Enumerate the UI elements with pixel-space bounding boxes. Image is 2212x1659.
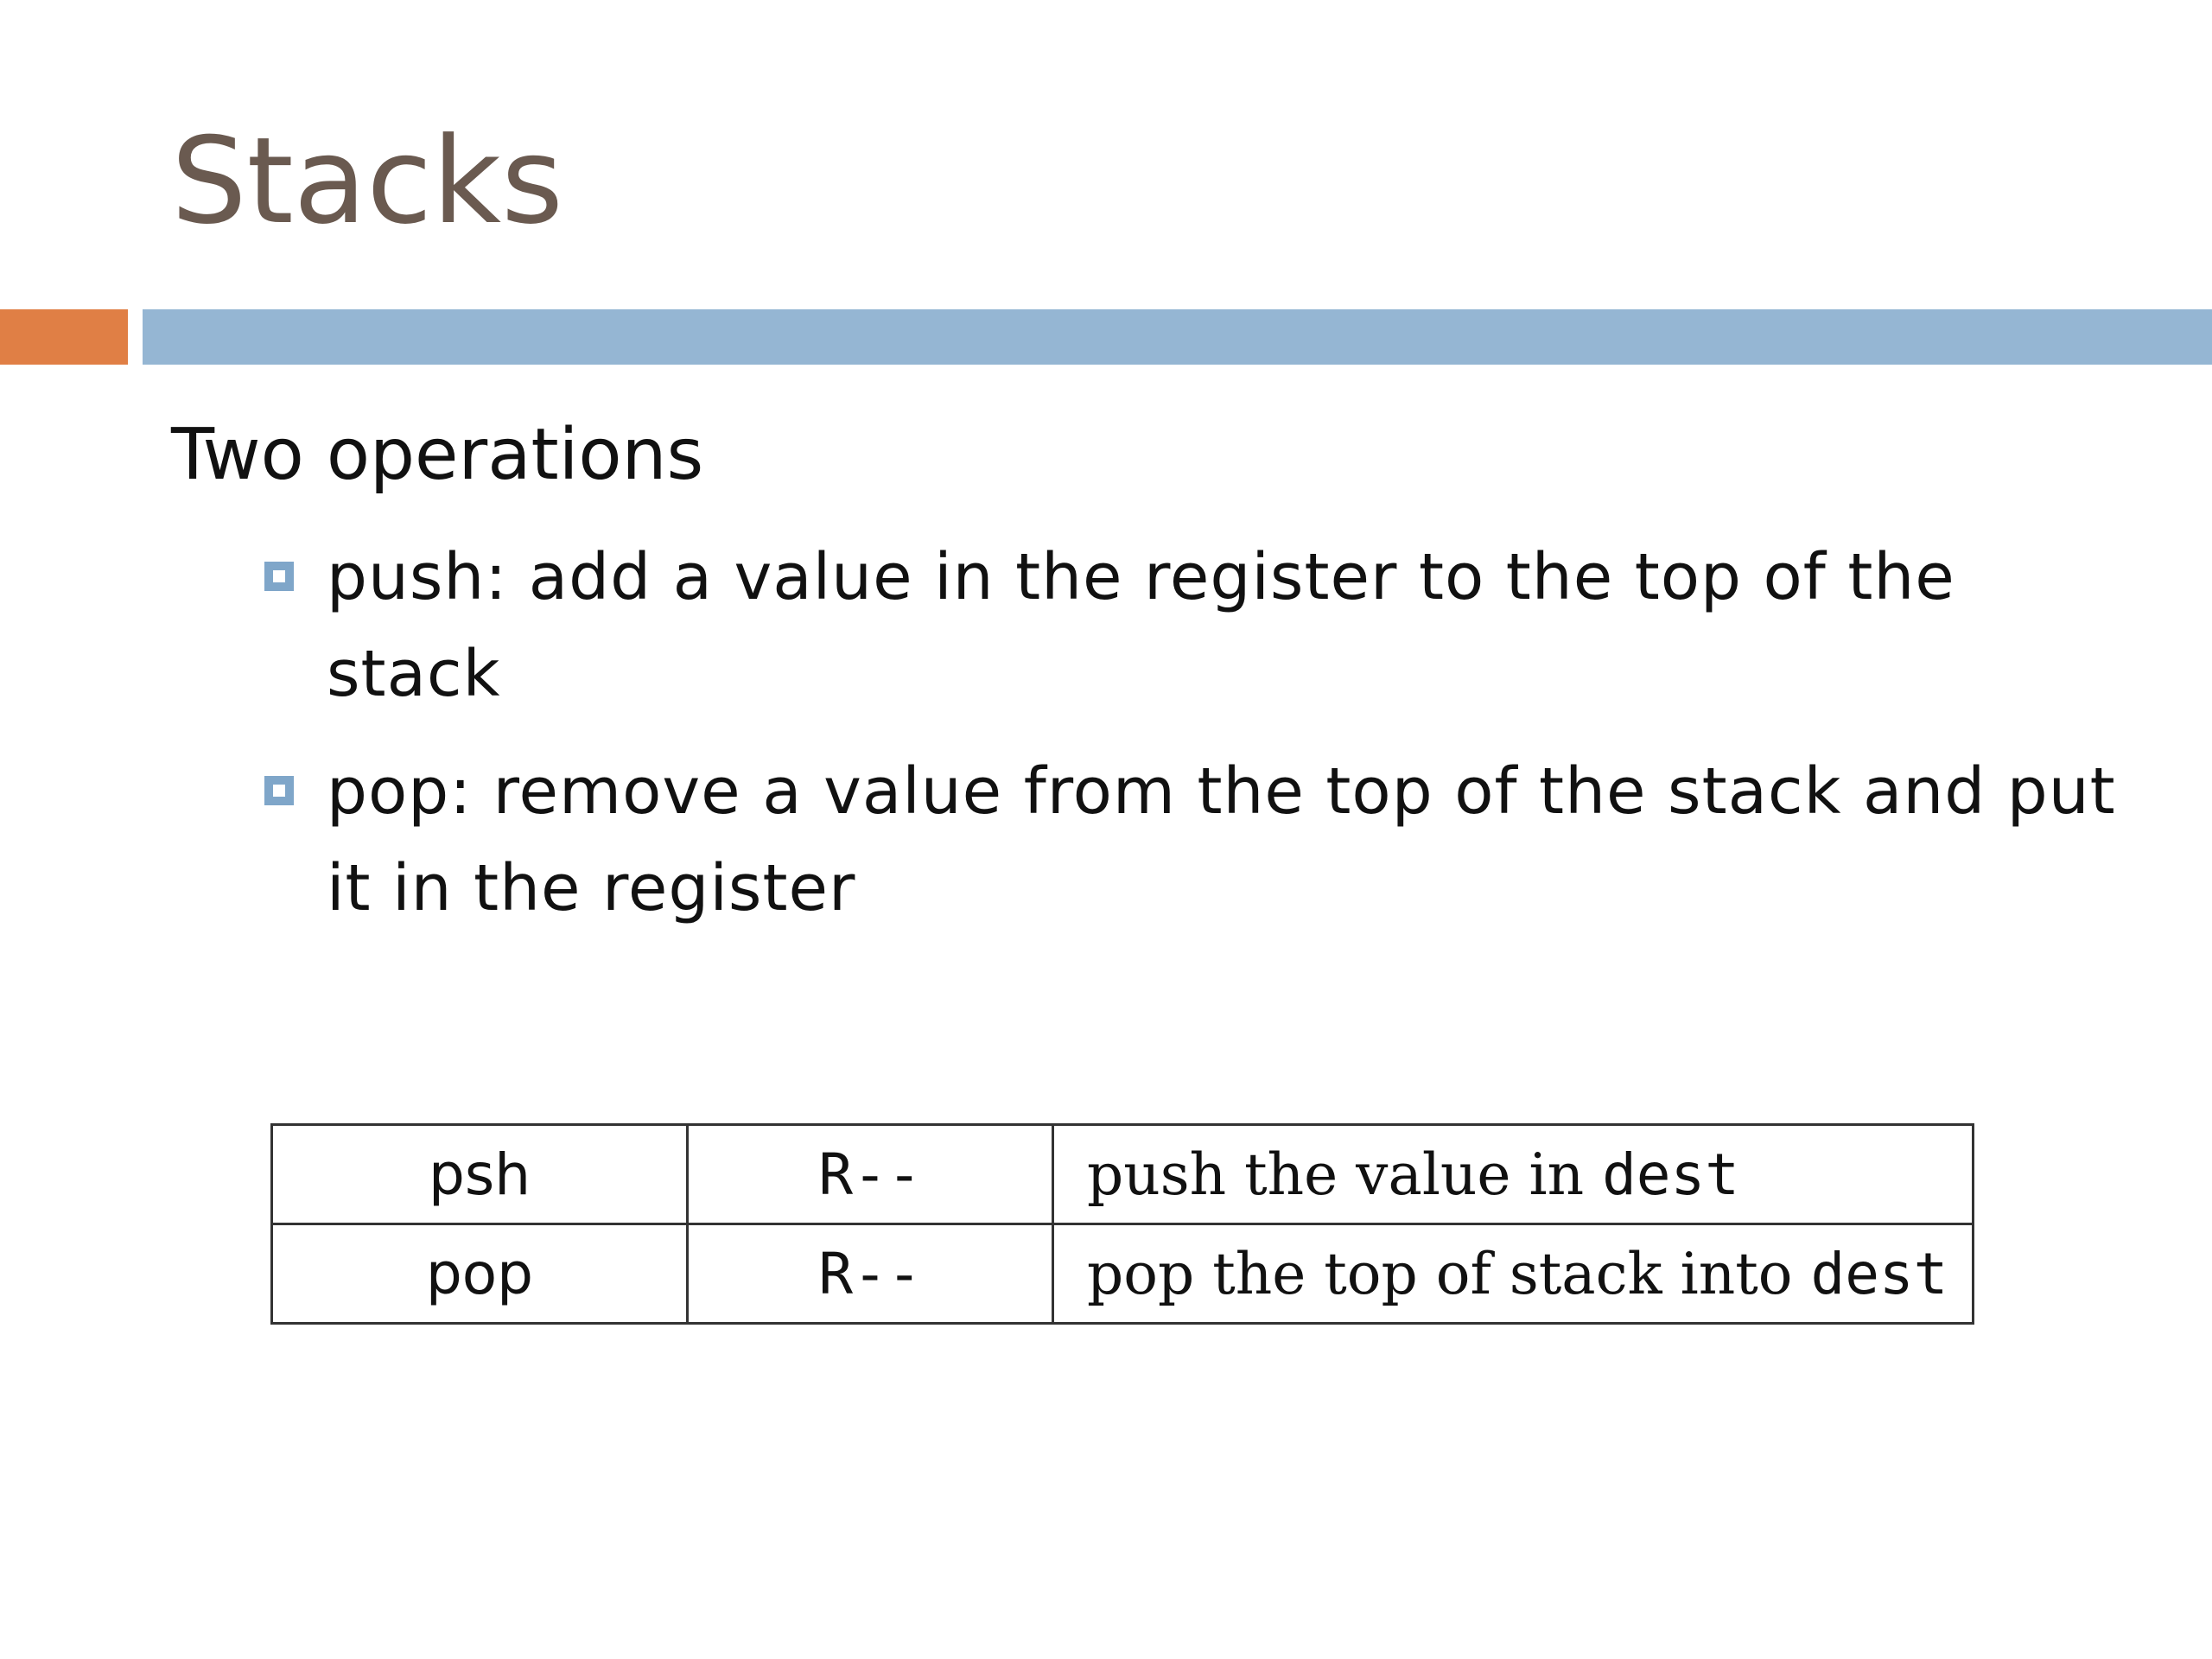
description-code: dest bbox=[1602, 1141, 1740, 1208]
table-row bbox=[272, 1125, 1974, 1224]
description-code: dest bbox=[1810, 1240, 1948, 1307]
table-row bbox=[272, 1224, 1974, 1324]
description-cell bbox=[1053, 1125, 1974, 1224]
section-heading: Two operations bbox=[171, 414, 704, 496]
mnemonic-cell: psh bbox=[272, 1125, 688, 1224]
bullet-text: pop: remove a value from the top of the stack and put it in the register bbox=[327, 754, 2116, 925]
hollow-square-bullet-icon bbox=[264, 776, 294, 805]
stack-operations-table bbox=[270, 1123, 1974, 1325]
accent-bar-blue bbox=[143, 309, 2212, 365]
operands-cell: R-- bbox=[688, 1224, 1053, 1324]
hollow-square-bullet-icon bbox=[264, 562, 294, 591]
bullet-item-push bbox=[264, 529, 2131, 722]
description-text: push the value in bbox=[1087, 1141, 1603, 1208]
bullet-text: push: add a value in the register to the top of the stack bbox=[327, 540, 1955, 711]
accent-bar-orange bbox=[0, 309, 128, 365]
operands-cell: R-- bbox=[688, 1125, 1053, 1224]
description-cell bbox=[1053, 1224, 1974, 1324]
mnemonic-cell: pop bbox=[272, 1224, 688, 1324]
slide-title: Stacks bbox=[171, 111, 563, 251]
bullet-item-pop bbox=[264, 743, 2131, 937]
description-text: pop the top of stack into bbox=[1087, 1240, 1811, 1307]
